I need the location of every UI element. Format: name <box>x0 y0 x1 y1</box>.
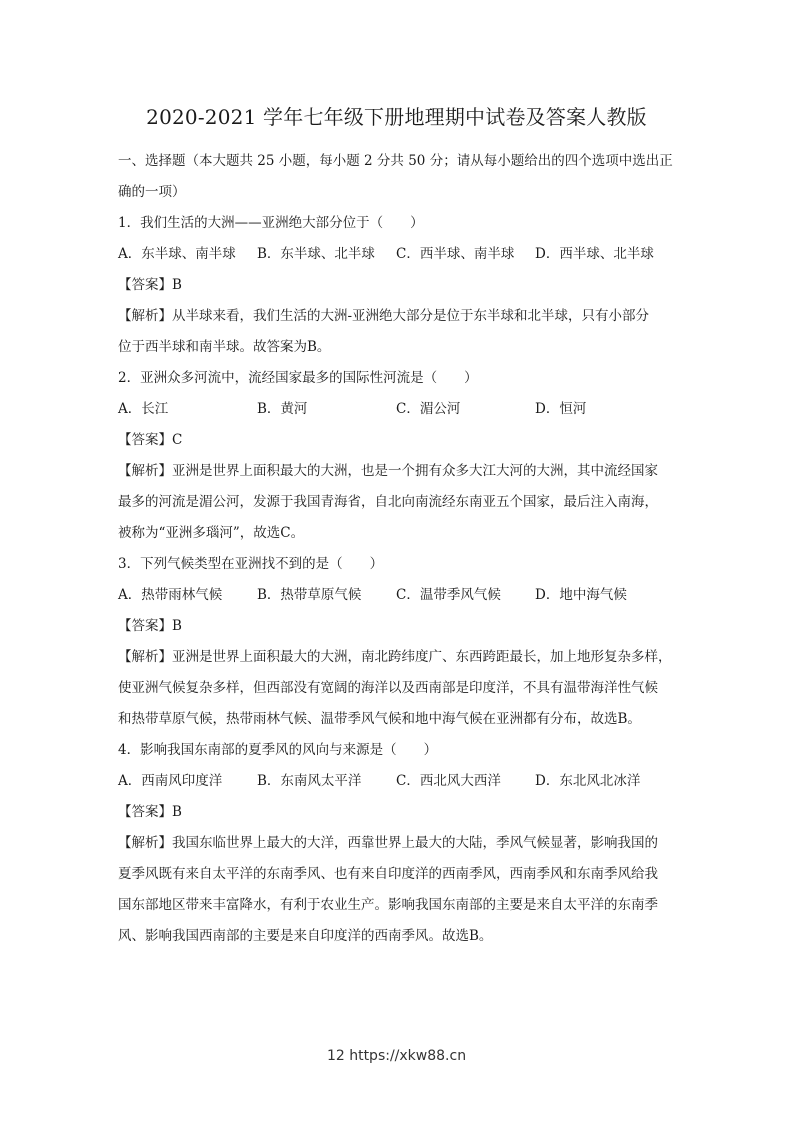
analysis-line: 【解析】亚洲是世界上面积最大的大洲，南北跨纬度广、东西跨距最长，加上地形复杂多样， <box>118 649 672 665</box>
answer: 【答案】B <box>118 277 182 293</box>
option-d: D．地中海气候 <box>535 587 627 603</box>
option-a: A．热带雨林气候 <box>118 587 223 603</box>
option-c: C．湄公河 <box>396 401 461 417</box>
answer: 【答案】C <box>118 432 183 448</box>
question-3 <box>118 549 678 735</box>
option-b: B．东南风太平洋 <box>257 773 362 789</box>
options-row <box>118 239 678 270</box>
analysis-line: 【解析】从半球来看，我们生活的大洲-亚洲绝大部分是位于东半球和北半球，只有小部分 <box>118 308 650 324</box>
question-stem: 3．下列气候类型在亚洲找不到的是（ ） <box>118 556 384 572</box>
question-stem: 1．我们生活的大洲——亚洲绝大部分位于（ ） <box>118 215 424 231</box>
section-heading-line-1: 一、选择题（本大题共 25 小题，每小题 2 分共 50 分；请从每小题给出的四个选项中选出正 <box>118 153 673 169</box>
analysis-line: 夏季风既有来自太平洋的东南季风、也有来自印度洋的西南季风，西南季风和东南季风给我 <box>118 866 658 882</box>
option-a: A．长江 <box>118 401 169 417</box>
document-body <box>118 146 678 952</box>
document-title: 2020-2021 学年七年级下册地理期中试卷及答案人教版 <box>146 105 647 129</box>
analysis-line: 【解析】亚洲是世界上面积最大的大洲，也是一个拥有众多大江大河的大洲，其中流经国家 <box>118 463 658 479</box>
options-row <box>118 766 678 797</box>
analysis-line: 使亚洲气候复杂多样，但西部没有宽阔的海洋以及西南部是印度洋，不具有温带海洋性气候 <box>118 680 658 696</box>
option-a: A．东半球、南半球 <box>118 246 236 262</box>
analysis-line: 【解析】我国东临世界上最大的大洋，西靠世界上最大的大陆，季风气候显著，影响我国的 <box>118 835 658 851</box>
option-a: A．西南风印度洋 <box>118 773 223 789</box>
analysis-line: 风、影响我国西南部的主要是来自印度洋的西南季风。故选B。 <box>118 928 493 944</box>
analysis-line: 被称为“亚洲多瑙河”，故选C。 <box>118 525 305 541</box>
analysis-line: 国东部地区带来丰富降水，有利于农业生产。影响我国东南部的主要是来自太平洋的东南季 <box>118 897 658 913</box>
option-b: B．黄河 <box>257 401 308 417</box>
analysis-line: 位于西半球和南半球。故答案为B。 <box>118 339 331 355</box>
question-2 <box>118 363 678 549</box>
analysis-line: 最多的河流是湄公河，发源于我国青海省，自北向南流经东南亚五个国家，最后注入南海， <box>118 494 658 510</box>
option-d: D．西半球、北半球 <box>535 246 654 262</box>
answer: 【答案】B <box>118 804 182 820</box>
question-stem: 4．影响我国东南部的夏季风的风向与来源是（ ） <box>118 742 438 758</box>
option-d: D．东北风北冰洋 <box>535 773 641 789</box>
option-d: D．恒河 <box>535 401 587 417</box>
section-heading-line-2: 确的一项） <box>118 184 186 200</box>
question-1 <box>118 208 678 363</box>
question-4 <box>118 735 678 952</box>
option-c: C．西半球、南半球 <box>396 246 515 262</box>
answer: 【答案】B <box>118 618 182 634</box>
page-footer: 12 https://xkw88.cn <box>326 1048 467 1064</box>
options-row <box>118 580 678 611</box>
options-row <box>118 394 678 425</box>
option-b: B．东半球、北半球 <box>257 246 375 262</box>
analysis-line: 和热带草原气候，热带雨林气候、温带季风气候和地中海气候在亚洲都有分布，故选B。 <box>118 711 641 727</box>
option-c: C．西北风大西洋 <box>396 773 501 789</box>
option-c: C．温带季风气候 <box>396 587 501 603</box>
option-b: B．热带草原气候 <box>257 587 362 603</box>
question-stem: 2．亚洲众多河流中，流经国家最多的国际性河流是（ ） <box>118 370 478 386</box>
